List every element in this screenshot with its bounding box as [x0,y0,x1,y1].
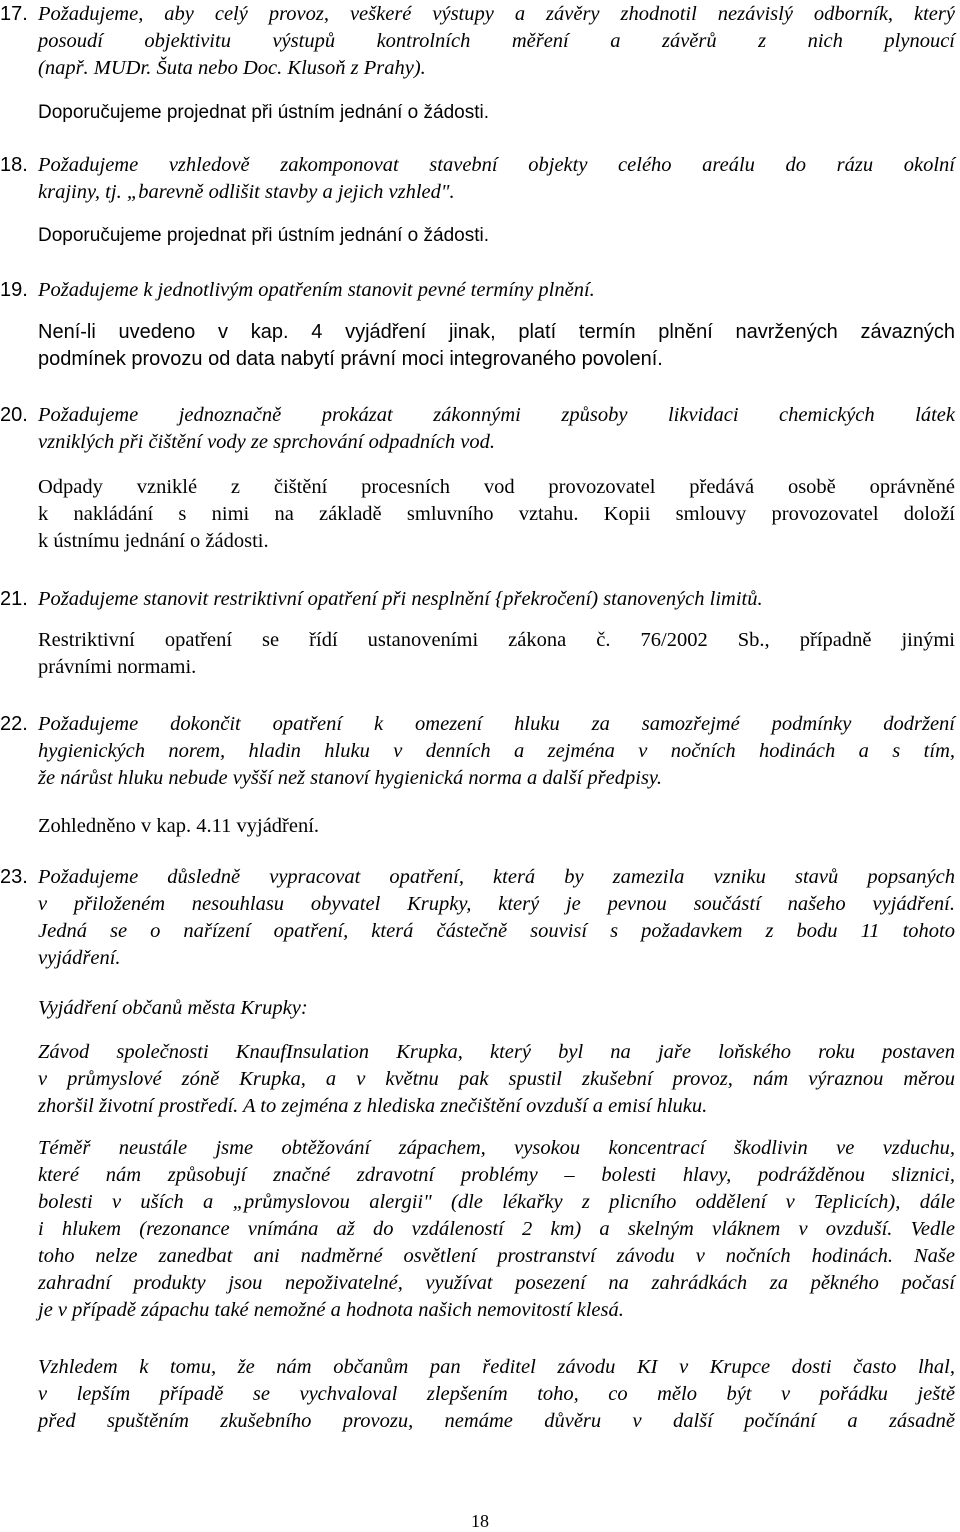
item-19-response [38,319,955,373]
text-line: Zohledněno v kap. 4.11 vyjádření. [38,815,320,837]
text-line: v lepším případě se vychvaloval zlepšením toho, co mělo být v pořádku ještě [38,1383,955,1405]
text-line: toho nelze zanedbat ani nadměrné osvětlení prostranství závodu v nočních hodinách. Naše [38,1245,955,1267]
text-line: hygienických norem, hladin hluku v denních a zejména v nočních hodinách a s tím, [38,740,955,762]
text-line: Odpady vzniklé z čištění procesních vod provozovatel předává osobě oprávněné [38,476,955,498]
text-line: Požadujeme stanovit restriktivní opatření při nesplnění {překročení) stanovených limitů. [38,588,763,610]
text-line: Požadujeme jednoznačně prokázat zákonnými způsoby likvidaci chemických látek [38,404,955,426]
item-number: 22. [0,713,28,735]
text-line: Není-li uvedeno v kap. 4 vyjádření jinak, platí termín plnění navržených závazných [38,321,955,343]
text-line: k nakládání s nimi na základě smluvního vztahu. Kopii smlouvy provozovatel doloží [38,503,955,525]
text-line: Požadujeme k jednotlivým opatřením stanovit pevné termíny plnění. [38,279,595,301]
text-line: Jedná se o nařízení opatření, která částečně souvisí s požadavkem z bodu 11 tohoto [38,920,955,942]
citizens-paragraph-3 [38,1354,955,1435]
item-22-request [38,711,955,792]
text-line: že nárůst hluku nebude vyšší než stanoví hygienická norma a další předpisy. [38,767,663,789]
text-line: vyjádření. [38,947,121,969]
text-line: v průmyslové zóně Krupka, a v květnu pak spustil zkušební provoz, nám výraznou měrou [38,1068,955,1090]
item-number: 20. [0,404,28,426]
item-number: 19. [0,279,28,301]
text-line: bolesti v uších a „průmyslovou alergii" (dle lékařky z plicního oddělení v Teplicích), dále [38,1191,955,1213]
text-line: Požadujeme dokončit opatření k omezení hluku za samozřejmé podmínky dodržení [38,713,955,735]
item-21-response [38,627,955,681]
citizens-paragraph-2 [38,1135,955,1324]
text-line: Restriktivní opatření se řídí ustanoveními zákona č. 76/2002 Sb., případně jinými [38,629,955,651]
item-number: 21. [0,588,28,610]
text-line: posoudí objektivitu výstupů kontrolních měření a závěrů z nich plynoucí [38,30,955,52]
citizens-paragraph-1 [38,1039,955,1120]
page-number: 18 [471,1511,489,1531]
item-18-recommendation: Doporučujeme projednat při ústním jednání o žádosti. [38,225,489,246]
text-line: podmínek provozu od data nabytí právní moci integrovaného povolení. [38,348,663,370]
text-line: Požadujeme, aby celý provoz, veškeré výstupy a závěry zhodnotil nezávislý odborník, který [38,3,955,25]
item-23-request [38,864,955,972]
text-line: (např. MUDr. Šuta nebo Doc. Klusoň z Prahy). [38,57,426,79]
item-number: 23. [0,866,28,888]
item-20-response [38,474,955,555]
text-line: vzniklých při čištění vody ze sprchování odpadních vod. [38,431,495,453]
text-line: před spuštěním zkušebního provozu, nemáme důvěru v další počínání a zásadně [38,1410,955,1432]
item-18-request [38,152,955,206]
text-line: k ústnímu jednání o žádosti. [38,530,269,552]
text-line: Závod společnosti KnaufInsulation Krupka, který byl na jaře loňského roku postaven [38,1041,955,1063]
item-19-request [38,277,955,304]
text-line: v přiloženém nesouhlasu obyvatel Krupky, který je pevnou součástí našeho vyjádření. [38,893,955,915]
text-line: zahradní produkty jsou nepoživatelné, využívat posezení na zahrádkách za pěkného počasí [38,1272,955,1294]
item-number: 17. [0,3,28,25]
item-20-request [38,402,955,456]
item-17-request [38,1,955,82]
citizens-heading: Vyjádření občanů města Krupky: [38,997,308,1019]
item-number: 18. [0,154,28,176]
item-21-request [38,586,955,613]
text-line: je v případě zápachu také nemožné a hodnota našich nemovitostí klesá. [38,1299,624,1321]
text-line: Požadujeme důsledně vypracovat opatření, která by zamezila vzniku stavů popsaných [38,866,955,888]
text-line: Vzhledem k tomu, že nám občanům pan ředitel závodu KI v Krupce dosti často lhal, [38,1356,955,1378]
text-line: i hlukem (rezonance vnímána až do vzdáleností 2 km) a skelným vláknem v ovzduší. Vedle [38,1218,955,1240]
item-22-response [38,813,955,840]
text-line: právními normami. [38,656,197,678]
text-line: které nám způsobují značné zdravotní problémy – bolesti hlavy, podrážděnou sliznici, [38,1164,955,1186]
item-17-recommendation: Doporučujeme projednat při ústním jednání o žádosti. [38,102,489,123]
text-line: Téměř neustále jsme obtěžování zápachem, vysokou koncentrací škodlivin ve vzduchu, [38,1137,955,1159]
text-line: Požadujeme vzhledově zakomponovat stavební objekty celého areálu do rázu okolní [38,154,955,176]
text-line: krajiny, tj. „barevně odlišit stavby a jejich vzhled". [38,181,455,203]
text-line: zhoršil životní prostředí. A to zejména z hlediska znečištění ovzduší a emisí hluku. [38,1095,708,1117]
